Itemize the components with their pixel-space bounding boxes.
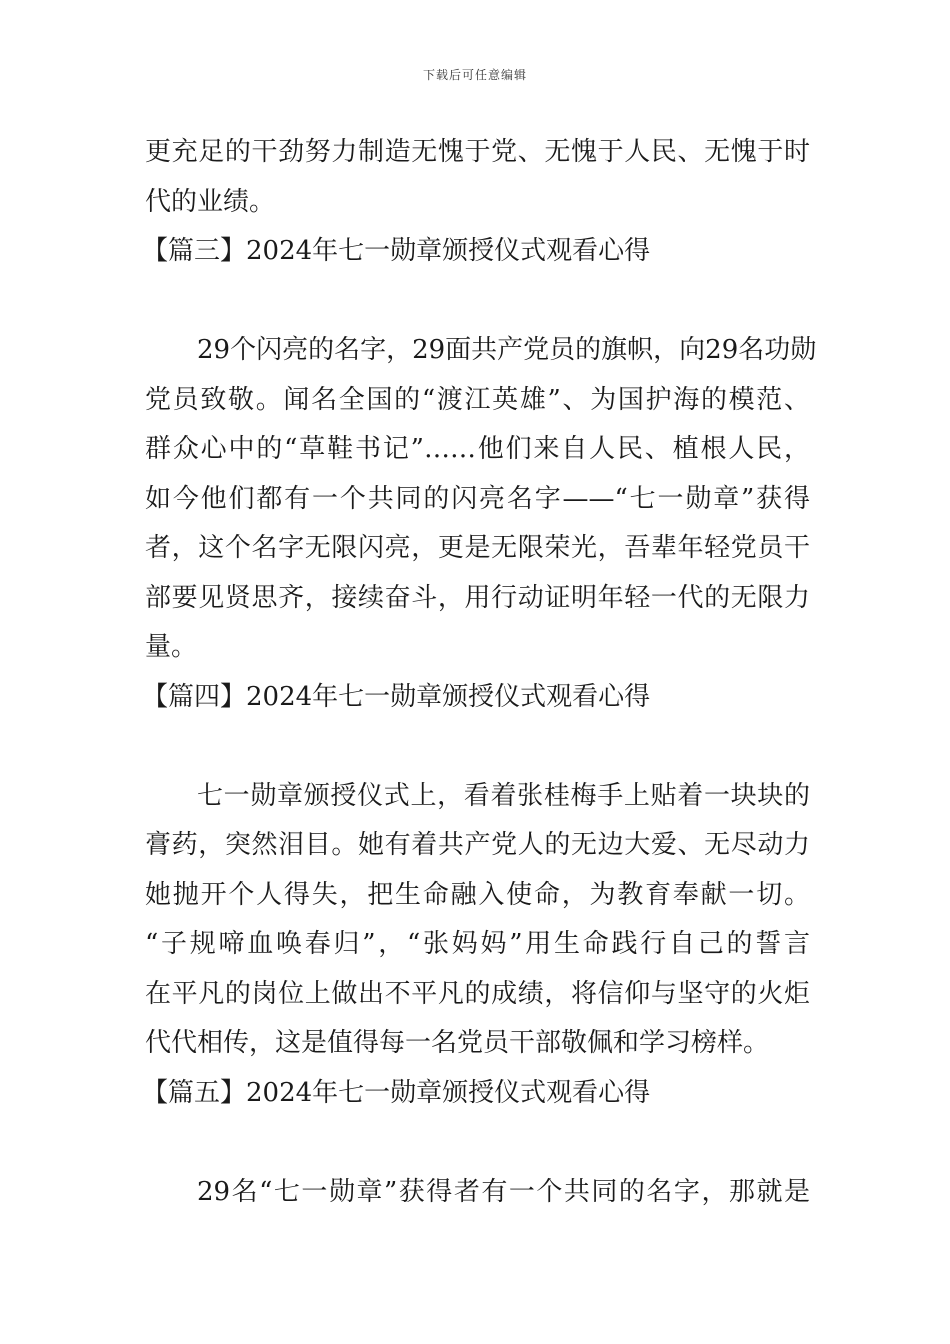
section-heading: 【篇四】2024年七一勋章颁授仪式观看心得 xyxy=(142,681,651,712)
blank-line xyxy=(145,722,810,772)
paragraph-line: 党员致敬。闻名全国的“渡江英雄”、为国护海的模范、 xyxy=(145,384,810,415)
paragraph-line: 在平凡的岗位上做出不平凡的成绩，将信仰与坚守的火炬 xyxy=(145,978,810,1009)
paragraph-line: 29名“七一勋章”获得者有一个共同的名字，那就是 xyxy=(197,1176,810,1207)
paragraph-line: 她抛开个人得失，把生命融入使命，为教育奉献一切。 xyxy=(145,879,810,910)
paragraph-line: 代代相传，这是值得每一名党员干部敬佩和学习榜样。 xyxy=(145,1028,770,1058)
paragraph-line: 量。 xyxy=(145,632,198,662)
download-note: 下载后可任意编辑 xyxy=(422,68,527,82)
document-body xyxy=(142,128,817,1217)
paragraph-line: “子规啼血唤春归”，“张妈妈”用生命践行自己的誓言 xyxy=(145,929,810,959)
paragraph-line: 群众心中的“草鞋书记”……他们来自人民、植根人民， xyxy=(145,434,810,464)
paragraph-line: 者，这个名字无限闪亮，更是无限荣光，吾辈年轻党员干 xyxy=(145,533,810,563)
section-heading: 【篇三】2024年七一勋章颁授仪式观看心得 xyxy=(142,236,651,266)
paragraph-line: 代的业绩。 xyxy=(145,186,276,217)
section-heading: 【篇五】2024年七一勋章颁授仪式观看心得 xyxy=(142,1077,651,1108)
paragraph-line: 七一勋章颁授仪式上，看着张桂梅手上贴着一块块的 xyxy=(197,780,810,811)
paragraph-line: 更充足的干劲努力制造无愧于党、无愧于人民、无愧于时 xyxy=(145,137,810,167)
paragraph-line: 部要见贤思齐，接续奋斗，用行动证明年轻一代的无限力 xyxy=(145,582,810,613)
blank-line xyxy=(145,277,810,327)
paragraph-line: 29个闪亮的名字，29面共产党员的旗帜，向29名功勋 xyxy=(197,335,817,365)
blank-line xyxy=(145,1118,810,1168)
paragraph-line: 膏药，突然泪目。她有着共产党人的无边大爱、无尽动力 xyxy=(145,830,810,860)
paragraph-line: 如今他们都有一个共同的闪亮名字——“七一勋章”获得 xyxy=(145,483,810,514)
